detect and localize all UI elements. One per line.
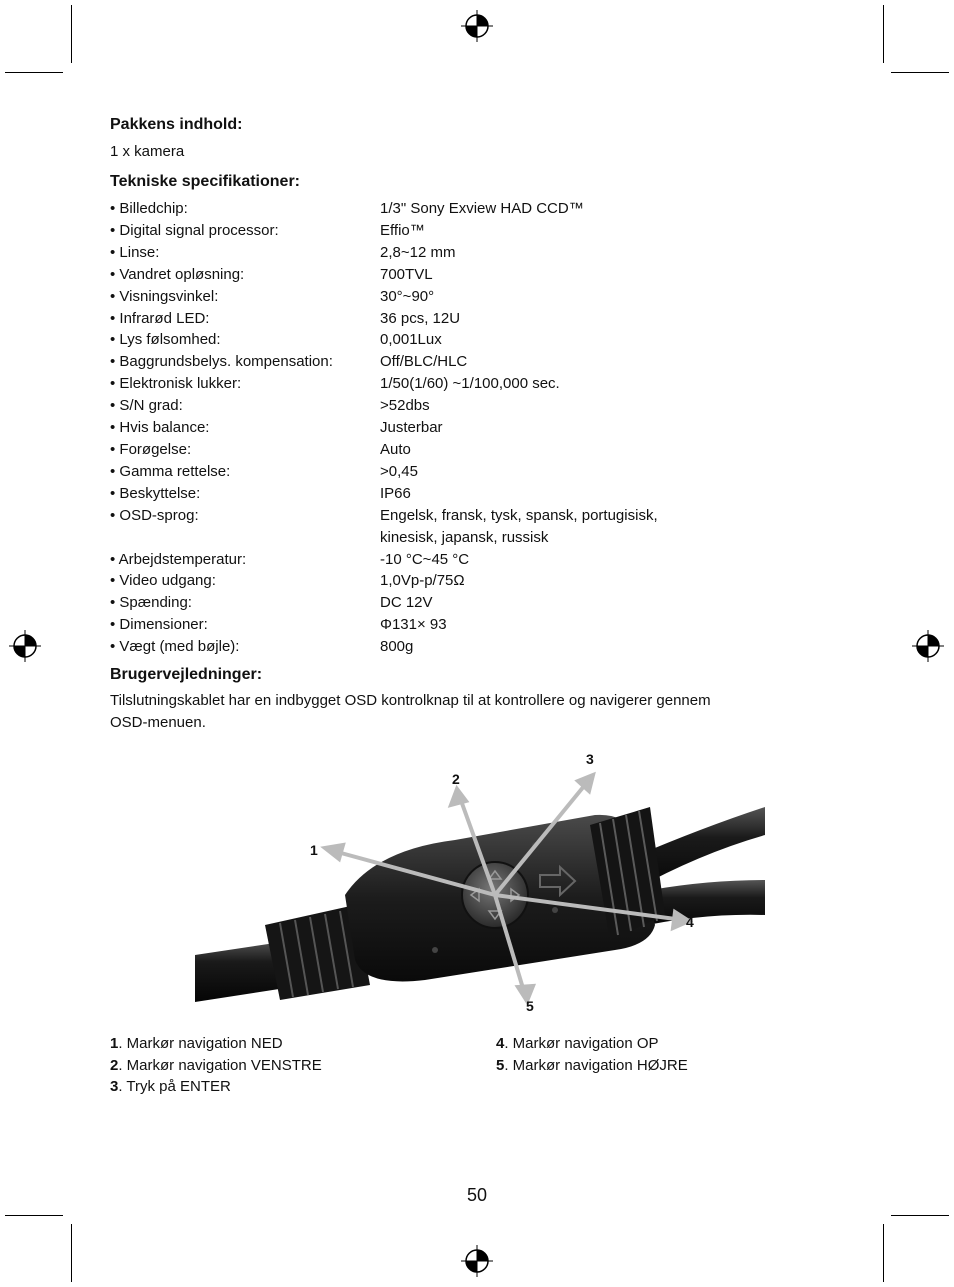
spec-row [110, 505, 750, 527]
spec-value: Effio™ [380, 221, 425, 239]
package-content: 1 x kamera [110, 143, 185, 160]
spec-value: IP66 [380, 484, 411, 502]
crop-mark [891, 72, 949, 73]
spec-row [110, 329, 750, 351]
spec-label: • Billedchip: [110, 200, 188, 217]
spec-row [110, 483, 750, 505]
spec-value: 1/3" Sony Exview HAD CCD™ [380, 200, 584, 217]
legend-right [496, 1033, 688, 1076]
legend-item: 5. Markør navigation HØJRE [496, 1056, 688, 1074]
registration-mark-icon [461, 10, 493, 42]
spec-row [110, 527, 750, 549]
spec-row [110, 286, 750, 308]
spec-row [110, 220, 750, 242]
page-number: 50 [466, 1185, 488, 1205]
spec-value: kinesisk, japansk, russisk [380, 528, 549, 546]
spec-value: Justerbar [380, 419, 443, 437]
registration-mark-icon [9, 630, 41, 662]
spec-value: DC 12V [380, 594, 433, 612]
crop-mark [891, 1215, 949, 1216]
callout-2: 2 [452, 771, 460, 787]
spec-row [110, 373, 750, 395]
spec-label: • Video udgang: [110, 572, 216, 590]
legend-left [110, 1033, 322, 1098]
spec-label: • Infrarød LED: [110, 309, 210, 327]
spec-row [110, 417, 750, 439]
legend-item: 4. Markør navigation OP [496, 1035, 659, 1052]
spec-label: • Linse: [110, 243, 160, 261]
spec-label: • Elektronisk lukker: [110, 375, 242, 393]
spec-value: 700TVL [380, 265, 433, 283]
spec-label: • S/N grad: [110, 397, 183, 415]
spec-value: Off/BLC/HLC [380, 353, 468, 371]
crop-mark [883, 1224, 884, 1282]
specs-heading: Tekniske specifikationer: [110, 173, 300, 190]
spec-row [110, 636, 750, 658]
callout-1: 1 [310, 842, 318, 858]
registration-mark-icon [912, 630, 944, 662]
legend-item: 1. Markør navigation NED [110, 1035, 283, 1052]
spec-value: 30°~90° [380, 287, 435, 305]
spec-row [110, 614, 750, 636]
spec-value: 1,0Vp-p/75Ω [380, 572, 465, 590]
legend-item: 3. Tryk på ENTER [110, 1078, 231, 1095]
spec-row [110, 439, 750, 461]
package-heading: Pakkens indhold: [110, 116, 243, 133]
spec-row [110, 198, 750, 220]
spec-value: 2,8~12 mm [380, 243, 456, 261]
spec-value: Engelsk, fransk, tysk, spansk, portugisisk, [380, 506, 658, 524]
legend-item: 2. Markør navigation VENSTRE [110, 1056, 322, 1074]
spec-row [110, 570, 750, 592]
crop-mark [71, 1224, 72, 1282]
registration-mark-icon [461, 1245, 493, 1277]
guide-text-line1: Tilslutningskablet har en indbygget OSD kontrolknap til at kontrollere og navigerer gennem [110, 692, 711, 709]
guide-heading: Brugervejledninger: [110, 666, 263, 683]
spec-value: 1/50(1/60) ~1/100,000 sec. [380, 375, 560, 393]
spec-value: Auto [380, 440, 411, 458]
crop-mark [5, 72, 63, 73]
spec-label: • Beskyttelse: [110, 484, 201, 502]
spec-row [110, 461, 750, 483]
specs-table [110, 198, 750, 658]
spec-label: • Spænding: [110, 594, 192, 612]
spec-row [110, 549, 750, 571]
spec-row [110, 242, 750, 264]
spec-row [110, 592, 750, 614]
spec-label: • Dimensioner: [110, 616, 208, 634]
spec-label: • Baggrundsbelys. kompensation: [110, 353, 333, 371]
callout-3: 3 [586, 751, 594, 767]
spec-row [110, 308, 750, 330]
spec-row [110, 264, 750, 286]
spec-label: • Forøgelse: [110, 440, 192, 458]
callout-4: 4 [686, 914, 694, 930]
callout-5: 5 [526, 998, 534, 1014]
spec-label: • OSD-sprog: [110, 506, 199, 524]
spec-value: 36 pcs, 12U [380, 309, 461, 327]
osd-control-photo [195, 745, 765, 1015]
spec-value: >0,45 [380, 462, 418, 480]
spec-value: Φ131× 93 [380, 616, 447, 634]
spec-label: • Visningsvinkel: [110, 287, 219, 305]
crop-mark [883, 5, 884, 63]
spec-value: -10 °C~45 °C [380, 550, 470, 568]
spec-label: • Vægt (med bøjle): [110, 638, 240, 656]
spec-label: • Lys følsomhed: [110, 331, 221, 349]
crop-mark [71, 5, 72, 63]
crop-mark [5, 1215, 63, 1216]
spec-label: • Hvis balance: [110, 419, 210, 437]
spec-value: >52dbs [380, 397, 430, 415]
spec-label: • Arbejdstemperatur: [110, 550, 247, 568]
spec-label: • Vandret opløsning: [110, 265, 245, 283]
spec-label: • Digital signal processor: [110, 221, 279, 239]
spec-value: 0,001Lux [380, 331, 442, 349]
spec-label: • Gamma rettelse: [110, 462, 231, 480]
spec-label [110, 527, 380, 549]
guide-text-line2: OSD-menuen. [110, 714, 206, 731]
spec-row [110, 351, 750, 373]
spec-value: 800g [380, 638, 414, 656]
spec-row [110, 395, 750, 417]
